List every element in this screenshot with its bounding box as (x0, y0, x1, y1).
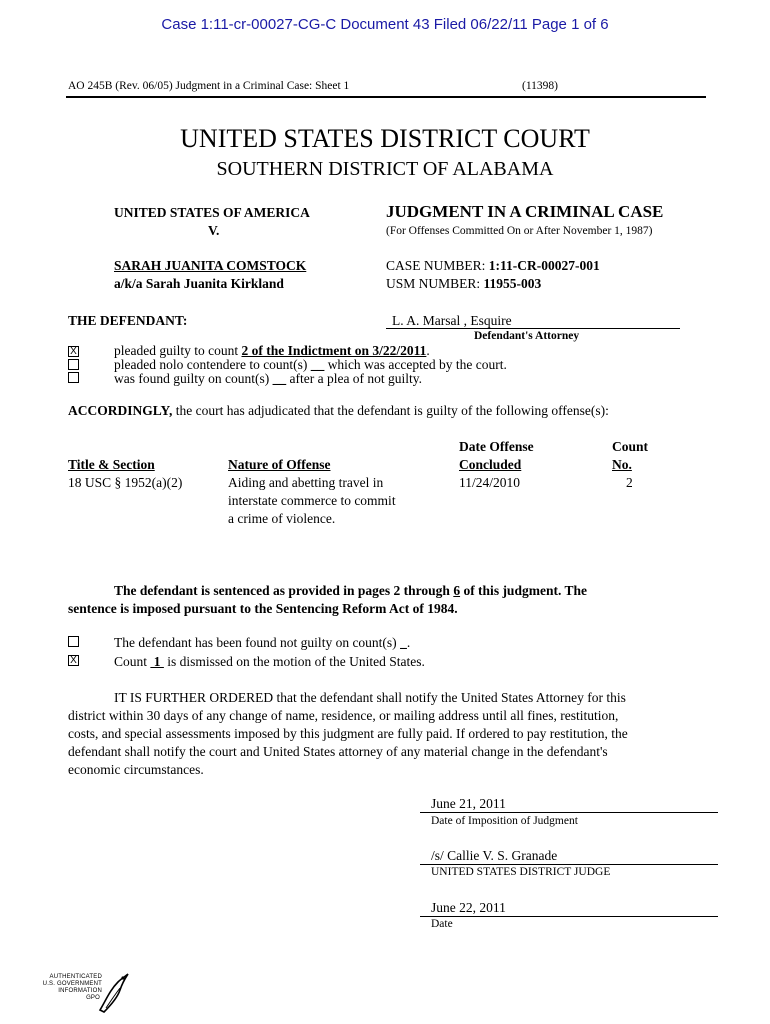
further-ordered-line-4: defendant shall notify the court and United States attorney of any material change in the defendant's (68, 744, 608, 759)
form-id: AO 245B (Rev. 06/05) Judgment in a Criminal Case: Sheet 1 (68, 80, 350, 92)
further-ordered-line-2: district within 30 days of any change of name, residence, or mailing address until all fines, restitution, (68, 708, 619, 723)
sentence-text-a: The defendant is sentenced as provided in pages 2 through (114, 583, 454, 598)
attorney-name: L. A. Marsal , Esquire (392, 313, 512, 328)
gpo-logo (40, 974, 102, 1002)
usm-number: 11955-003 (483, 276, 542, 291)
logo-line-1: AUTHENTICATED (49, 974, 102, 980)
disposition-emphasis-2: 1 (150, 654, 164, 669)
disposition-checkbox-1[interactable] (68, 636, 79, 647)
defendant-name: SARAH JUANITA COMSTOCK (114, 258, 307, 273)
imposition-date-line (420, 812, 718, 813)
eagle-icon (96, 970, 130, 1016)
imposition-label: Date of Imposition of Judgment (431, 815, 578, 827)
plea-emphasis-3: __ (272, 371, 287, 386)
plea-text-1: pleaded guilty to count (114, 343, 242, 358)
header-title-section: Title & Section (68, 457, 155, 472)
court-district: SOUTHERN DISTRICT OF ALABAMA (216, 158, 554, 180)
form-number: (11398) (522, 80, 558, 92)
defendant-aka: a/k/a Sarah Juanita Kirkland (114, 276, 284, 291)
accordingly-text: the court has adjudicated that the defendant is guilty of the following offense(s): (172, 403, 609, 418)
logo-mark: GPO (86, 995, 100, 1001)
disposition-text-1: The defendant has been found not guilty on count(s) (114, 635, 401, 650)
header-date-line2: Concluded (459, 457, 522, 472)
judge-signature: /s/ Callie V. S. Granade (431, 848, 558, 863)
judgment-note: (For Offenses Committed On or After November 1, 1987) (386, 225, 653, 237)
plea-suffix-3: after a plea of not guilty. (286, 371, 423, 386)
plaintiff: UNITED STATES OF AMERICA (114, 205, 310, 220)
plea-checkbox-2[interactable] (68, 359, 79, 370)
row-nature-line-2: interstate commerce to commit (228, 493, 396, 508)
disposition-emphasis-1: _ (400, 635, 407, 650)
disposition-line-1 (114, 635, 410, 651)
sentence-line-1 (114, 583, 587, 599)
case-number: 1:11-CR-00027-001 (488, 258, 600, 273)
further-ordered-line-5: economic circumstances. (68, 762, 204, 777)
disposition-line-2 (114, 654, 425, 670)
usm-number-line (386, 276, 541, 292)
case-number-line (386, 258, 600, 274)
plea-text-3: was found guilty on count(s) (114, 371, 273, 386)
row-nature-line-3: a crime of violence. (228, 511, 336, 526)
accordingly-lead: ACCORDINGLY, (68, 403, 173, 418)
logo-line-3: INFORMATION (58, 988, 102, 994)
plea-checkbox-1[interactable]: X (68, 346, 79, 357)
disposition-suffix-1: . (406, 635, 411, 650)
header-count-line2: No. (612, 457, 632, 472)
further-ordered-line-1: IT IS FURTHER ORDERED that the defendant shall notify the United States Attorney for this (114, 690, 626, 705)
versus: V. (208, 223, 220, 238)
disposition-suffix-2: is dismissed on the motion of the United States. (163, 654, 425, 669)
form-divider (66, 96, 706, 98)
plea-suffix-2: which was accepted by the court. (324, 357, 507, 372)
signed-date: June 22, 2011 (431, 900, 506, 915)
usm-number-label: USM NUMBER: (386, 276, 481, 291)
sentence-pages: 6 (453, 583, 461, 598)
plea-line-2 (114, 358, 507, 372)
defendant-label: THE DEFENDANT: (68, 313, 188, 328)
row-date: 11/24/2010 (459, 475, 521, 490)
sentence-line-2: sentence is imposed pursuant to the Sentencing Reform Act of 1984. (68, 601, 458, 616)
plea-checkbox-3[interactable] (68, 372, 79, 383)
further-ordered-line-3: costs, and special assessments imposed by this judgment are fully paid. If ordered to pay restitution, the (68, 726, 628, 741)
disposition-text-2: Count (114, 654, 151, 669)
plea-suffix-1: . (426, 343, 430, 358)
imposition-date: June 21, 2011 (431, 796, 506, 811)
attorney-label: Defendant's Attorney (474, 330, 580, 342)
attorney-signature-line (386, 328, 680, 329)
plea-emphasis-1: 2 of the Indictment on 3/22/2011 (241, 343, 427, 358)
disposition-checkbox-2[interactable]: X (68, 655, 79, 666)
plea-emphasis-2: __ (310, 357, 325, 372)
court-name: UNITED STATES DISTRICT COURT (180, 124, 590, 153)
signed-date-line (420, 916, 718, 917)
judgment-title: JUDGMENT IN A CRIMINAL CASE (386, 202, 664, 221)
header-count-line1: Count (612, 439, 649, 454)
case-number-label: CASE NUMBER: (386, 258, 486, 273)
header-nature: Nature of Offense (228, 457, 331, 472)
header-date-line1: Date Offense (459, 439, 534, 454)
logo-line-2: U.S. GOVERNMENT (42, 981, 102, 987)
plea-line-1 (114, 344, 430, 358)
judge-title: UNITED STATES DISTRICT JUDGE (431, 866, 611, 878)
plea-text-2: pleaded nolo contendere to count(s) (114, 357, 311, 372)
row-nature-line-1: Aiding and abetting travel in (228, 475, 384, 490)
signed-label: Date (431, 918, 453, 930)
row-title-section: 18 USC § 1952(a)(2) (68, 475, 183, 490)
plea-line-3 (114, 372, 422, 386)
sentence-text-b: of this judgment. The (460, 583, 587, 598)
accordingly-line (68, 403, 609, 419)
case-header: Case 1:11-cr-00027-CG-C Document 43 Filed 06/22/11 Page 1 of 6 (161, 16, 609, 33)
judge-signature-line (420, 864, 718, 865)
row-count: 2 (626, 475, 633, 490)
